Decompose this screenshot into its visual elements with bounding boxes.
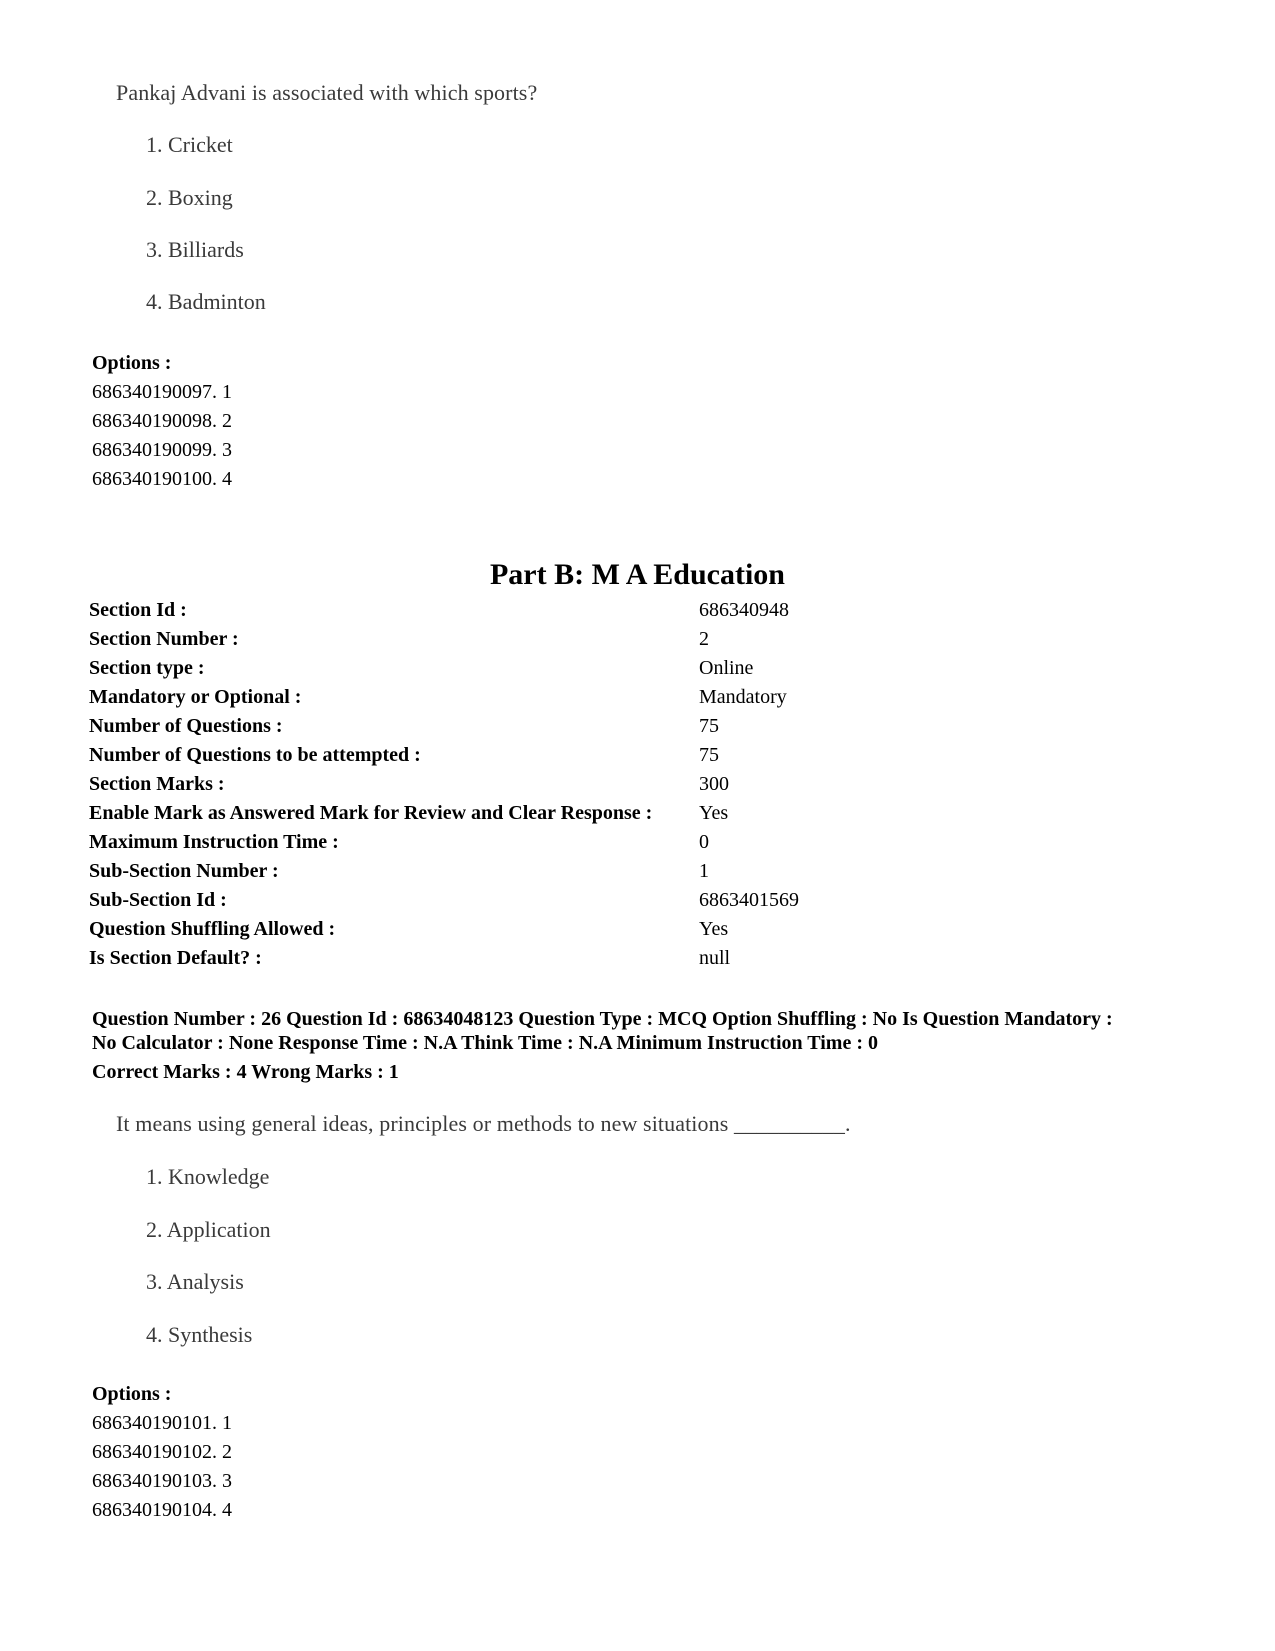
option-id-2: 686340190098. 2 <box>92 410 232 432</box>
option-id-3: 686340190103. 3 <box>92 1470 232 1492</box>
section-type-label: Section type : <box>89 657 205 679</box>
enable-mark-label: Enable Mark as Answered Mark for Review and Clear Response : <box>89 802 653 824</box>
section-title: Part B: M A Education <box>489 558 785 591</box>
choice-1: 1. Cricket <box>146 132 233 157</box>
options-label: Options : <box>92 1383 172 1405</box>
section-id-value: 686340948 <box>699 599 789 621</box>
enable-mark-value: Yes <box>699 802 729 824</box>
max-instruction-label: Maximum Instruction Time : <box>89 831 339 853</box>
option-id-4: 686340190104. 4 <box>92 1499 232 1521</box>
option-id-4: 686340190100. 4 <box>92 468 232 490</box>
option-id-1: 686340190097. 1 <box>92 381 232 403</box>
choice-2: 2. Application <box>146 1217 271 1242</box>
section-marks-value: 300 <box>699 773 729 795</box>
choice-1: 1. Knowledge <box>146 1164 270 1189</box>
choice-4: 4. Synthesis <box>146 1322 253 1347</box>
option-id-3: 686340190099. 3 <box>92 439 232 461</box>
choice-3: 3. Analysis <box>146 1269 244 1294</box>
question-text: It means using general ideas, principles or methods to new situations __________. <box>116 1111 851 1136</box>
section-number-value: 2 <box>699 628 709 650</box>
shuffling-value: Yes <box>699 918 729 940</box>
sub-section-number-label: Sub-Section Number : <box>89 860 279 882</box>
sub-section-number-value: 1 <box>699 860 709 882</box>
option-id-2: 686340190102. 2 <box>92 1441 232 1463</box>
num-attempt-label: Number of Questions to be attempted : <box>89 744 421 766</box>
question-text: Pankaj Advani is associated with which sports? <box>116 80 538 105</box>
shuffling-label: Question Shuffling Allowed : <box>89 918 336 940</box>
section-default-label: Is Section Default? : <box>89 947 262 969</box>
section-marks-label: Section Marks : <box>89 773 225 795</box>
mandatory-value: Mandatory <box>699 686 787 708</box>
question-marks: Correct Marks : 4 Wrong Marks : 1 <box>92 1061 399 1083</box>
mandatory-label: Mandatory or Optional : <box>89 686 302 708</box>
options-label: Options : <box>92 352 172 374</box>
choice-3: 3. Billiards <box>146 237 244 262</box>
num-questions-label: Number of Questions : <box>89 715 283 737</box>
num-attempt-value: 75 <box>699 744 719 766</box>
question-meta-line-2: No Calculator : None Response Time : N.A Think Time : N.A Minimum Instruction Time : 0 <box>92 1032 878 1054</box>
max-instruction-value: 0 <box>699 831 709 853</box>
question-meta-line-1: Question Number : 26 Question Id : 68634048123 Question Type : MCQ Option Shuffling : No Is Question Mandatory : <box>92 1008 1113 1030</box>
sub-section-id-label: Sub-Section Id : <box>89 889 227 911</box>
section-id-label: Section Id : <box>89 599 187 621</box>
choice-4: 4. Badminton <box>146 289 266 314</box>
choice-2: 2. Boxing <box>146 185 233 210</box>
option-id-1: 686340190101. 1 <box>92 1412 232 1434</box>
section-type-value: Online <box>699 657 754 679</box>
sub-section-id-value: 6863401569 <box>699 889 799 911</box>
section-default-value: null <box>699 947 731 969</box>
num-questions-value: 75 <box>699 715 719 737</box>
section-number-label: Section Number : <box>89 628 239 650</box>
